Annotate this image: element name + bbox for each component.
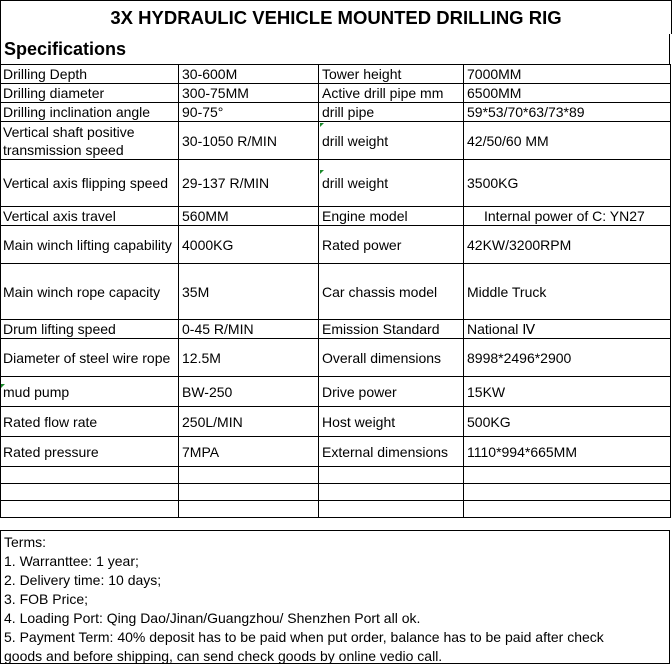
spec-label: Active drill pipe mm: [319, 84, 464, 103]
spec-value: 7000MM: [464, 65, 671, 84]
spec-label: Vertical axis flipping speed: [1, 160, 179, 207]
spec-value: 30-1050 R/MIN: [179, 122, 319, 160]
table-row: [1, 103, 671, 122]
spec-label: Vertical axis travel: [1, 207, 179, 226]
terms-line: 1. Warranttee: 1 year;: [4, 553, 139, 569]
spec-label: Main winch rope capacity: [1, 264, 179, 320]
spec-value: 8998*2496*2900: [464, 339, 671, 377]
table-row: [1, 160, 671, 207]
empty-cell: [464, 484, 671, 501]
spec-label: External dimensions: [319, 437, 464, 467]
empty-row: [1, 484, 671, 501]
comment-marker-icon: [1, 384, 5, 388]
spec-value: 4000KG: [179, 226, 319, 264]
table-row: [1, 437, 671, 467]
terms-block: [0, 530, 670, 664]
spec-label: Engine model: [319, 207, 464, 226]
spec-table: [0, 64, 671, 518]
spec-value: 90-75°: [179, 103, 319, 122]
table-row: [1, 320, 671, 339]
spec-value: 42/50/60 MM: [464, 122, 671, 160]
empty-cell: [1, 467, 179, 484]
spec-label: Main winch lifting capability: [1, 226, 179, 264]
spec-value: 30-600M: [179, 65, 319, 84]
spec-label: drill pipe: [319, 103, 464, 122]
empty-cell: [1, 501, 179, 518]
table-row: [1, 207, 671, 226]
table-row: [1, 407, 671, 437]
empty-row: [1, 467, 671, 484]
spec-value: 7MPA: [179, 437, 319, 467]
spec-label: drill weight: [319, 122, 464, 160]
spec-label: drill weight: [319, 160, 464, 207]
spec-label: Overall dimensions: [319, 339, 464, 377]
spec-value: 250L/MIN: [179, 407, 319, 437]
empty-cell: [319, 501, 464, 518]
spec-value: National Ⅳ: [464, 320, 671, 339]
table-row: [1, 339, 671, 377]
section-heading: Specifications: [0, 34, 670, 64]
table-row: [1, 84, 671, 103]
spec-label: Drilling Depth: [1, 65, 179, 84]
spec-value: 560MM: [179, 207, 319, 226]
spec-label: Host weight: [319, 407, 464, 437]
spec-value: 500KG: [464, 407, 671, 437]
terms-line: 2. Delivery time: 10 days;: [4, 572, 162, 588]
spec-value: 42KW/3200RPM: [464, 226, 671, 264]
spec-label: Car chassis model: [319, 264, 464, 320]
spec-value: 29-137 R/MIN: [179, 160, 319, 207]
spec-value: 0-45 R/MIN: [179, 320, 319, 339]
spec-value: 59*53/70*63/73*89: [464, 103, 671, 122]
terms-heading: Terms:: [4, 534, 46, 550]
spec-value: BW-250: [179, 377, 319, 407]
comment-marker-icon: [320, 170, 324, 174]
spec-value: Middle Truck: [464, 264, 671, 320]
empty-cell: [319, 467, 464, 484]
spec-value: 6500MM: [464, 84, 671, 103]
spec-label: Tower height: [319, 65, 464, 84]
table-row: [1, 264, 671, 320]
spec-value: 1110*994*665MM: [464, 437, 671, 467]
spec-value: 3500KG: [464, 160, 671, 207]
table-row: [1, 377, 671, 407]
comment-marker-icon: [320, 123, 324, 127]
empty-cell: [179, 467, 319, 484]
empty-cell: [319, 484, 464, 501]
spec-label: Drilling inclination angle: [1, 103, 179, 122]
empty-row: [1, 501, 671, 518]
spec-value: 12.5M: [179, 339, 319, 377]
spec-value: Internal power of C: YN27: [464, 207, 671, 226]
empty-cell: [1, 484, 179, 501]
page-title: 3X HYDRAULIC VEHICLE MOUNTED DRILLING RIG: [0, 0, 672, 34]
terms-line: goods and before shipping, can send check goods by online vedio call.: [4, 648, 443, 664]
terms-line: 5. Payment Term: 40% deposit has to be paid when put order, balance has to be paid after check: [4, 629, 604, 645]
empty-cell: [464, 501, 671, 518]
spec-label: Rated power: [319, 226, 464, 264]
empty-cell: [464, 467, 671, 484]
spec-label: Drive power: [319, 377, 464, 407]
spec-label: Diameter of steel wire rope: [1, 339, 179, 377]
spec-label: Vertical shaft positive transmission speed: [1, 122, 179, 160]
spec-label: Rated pressure: [1, 437, 179, 467]
terms-line: 4. Loading Port: Qing Dao/Jinan/Guangzhou/ Shenzhen Port all ok.: [4, 610, 421, 626]
table-row: [1, 226, 671, 264]
spec-label: mud pump: [1, 377, 179, 407]
table-row: [1, 122, 671, 160]
spec-value: 300-75MM: [179, 84, 319, 103]
spec-label: Rated flow rate: [1, 407, 179, 437]
table-row: [1, 65, 671, 84]
spec-value: 35M: [179, 264, 319, 320]
spec-label: Drilling diameter: [1, 84, 179, 103]
spec-label: Emission Standard: [319, 320, 464, 339]
empty-cell: [179, 484, 319, 501]
empty-cell: [179, 501, 319, 518]
spec-label: Drum lifting speed: [1, 320, 179, 339]
terms-line: 3. FOB Price;: [4, 591, 89, 607]
spec-value: 15KW: [464, 377, 671, 407]
